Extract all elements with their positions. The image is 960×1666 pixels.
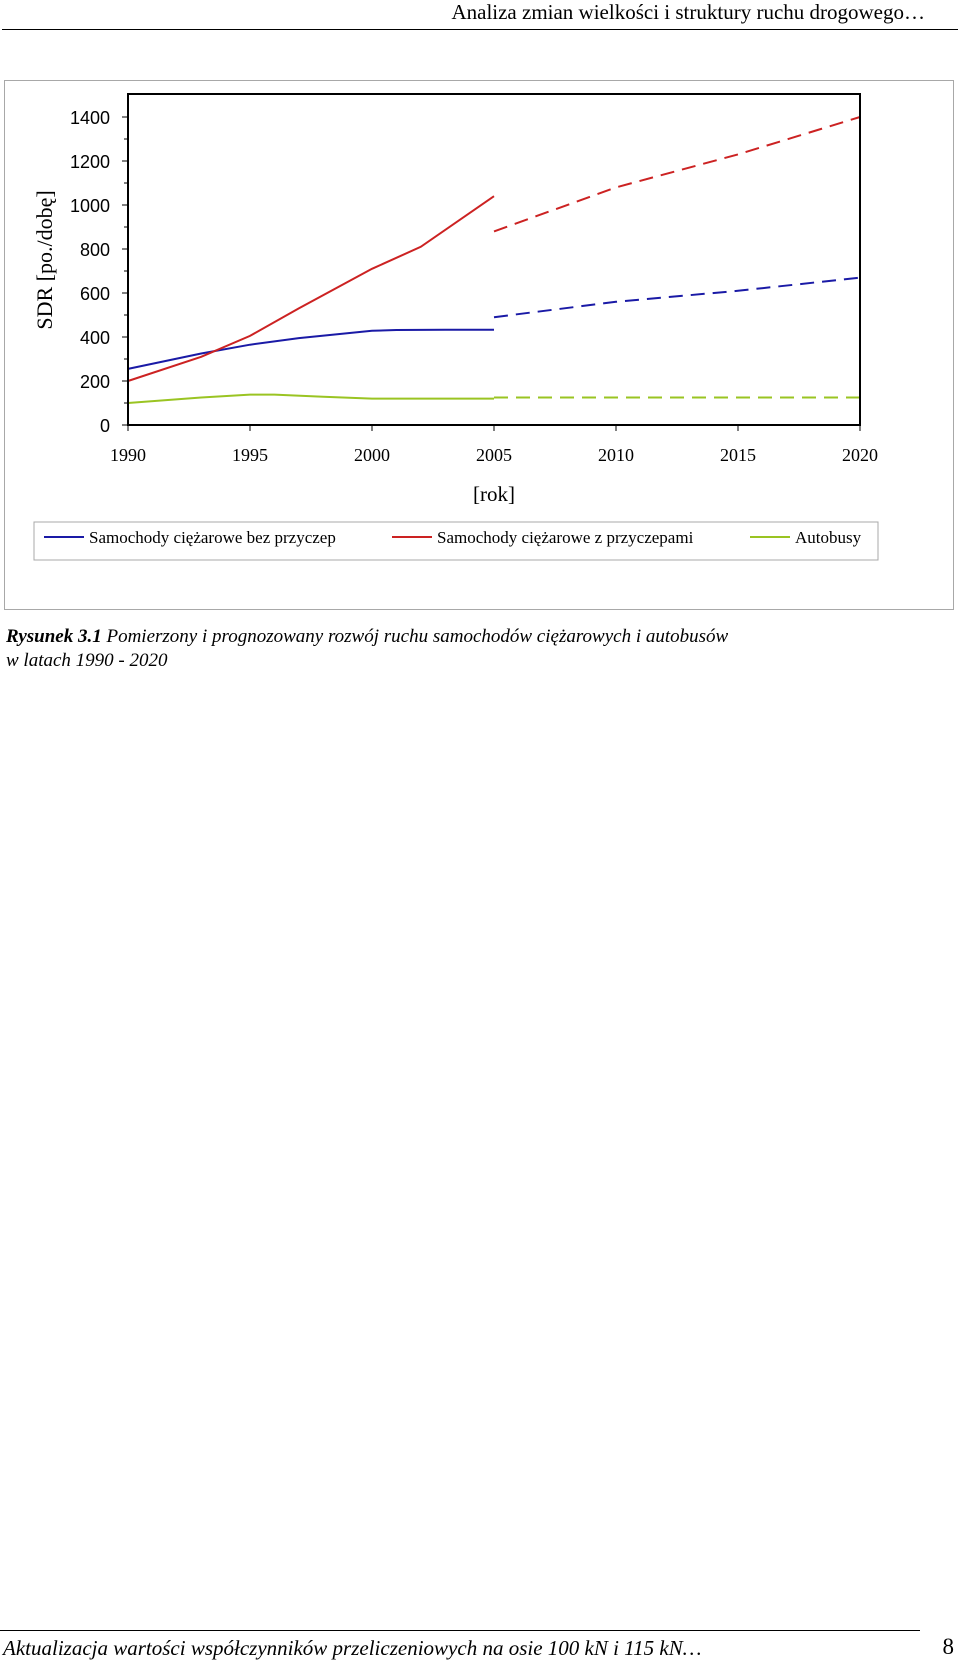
series-1-forecast-line [494, 278, 860, 318]
legend-label-3: Autobusy [795, 528, 862, 547]
x-tick-label: 1995 [232, 445, 268, 465]
running-header: Analiza zmian wielkości i struktury ruchu drogowego… [451, 0, 925, 24]
x-tick-label: 2000 [354, 445, 390, 465]
caption-text-line2: w latach 1990 - 2020 [6, 650, 168, 671]
plot-area [128, 94, 860, 425]
x-axis-label: [rok] [473, 482, 515, 506]
y-tick-label: 1000 [69, 196, 110, 216]
caption-text: Pomierzony i prognozowany rozwój ruchu samochodów ciężarowych i autobusów [101, 626, 729, 647]
series-2-forecast-line [494, 117, 860, 231]
figure-caption [6, 625, 956, 673]
page-number: 8 [942, 1634, 954, 1659]
series-3-measured-line [128, 395, 494, 403]
y-tick-label: 400 [79, 328, 110, 348]
x-tick-label: 2015 [720, 445, 756, 465]
x-tick-label: 2005 [476, 445, 512, 465]
y-tick-label: 0 [99, 416, 110, 436]
series-2-measured-line [128, 196, 494, 381]
y-axis-label: SDR [po./dobę] [32, 190, 57, 330]
y-tick-label: 1400 [69, 108, 110, 128]
x-tick-label: 2020 [842, 445, 878, 465]
y-tick-label: 200 [79, 372, 110, 392]
legend-label-1: Samochody ciężarowe bez przyczep [89, 528, 336, 547]
y-tick-label: 1200 [69, 152, 110, 172]
y-tick-label: 600 [79, 284, 110, 304]
header-divider [2, 29, 958, 30]
footer-title: Aktualizacja wartości współczynników przeliczeniowych na osie 100 kN i 115 kN… [3, 1636, 702, 1660]
legend-label-2: Samochody ciężarowe z przyczepami [437, 528, 694, 547]
caption-label: Rysunek 3.1 [6, 626, 102, 647]
footer-divider [0, 1630, 920, 1631]
y-tick-label: 800 [79, 240, 110, 260]
chart [4, 80, 954, 610]
x-tick-label: 2010 [598, 445, 634, 465]
x-tick-label: 1990 [110, 445, 146, 465]
